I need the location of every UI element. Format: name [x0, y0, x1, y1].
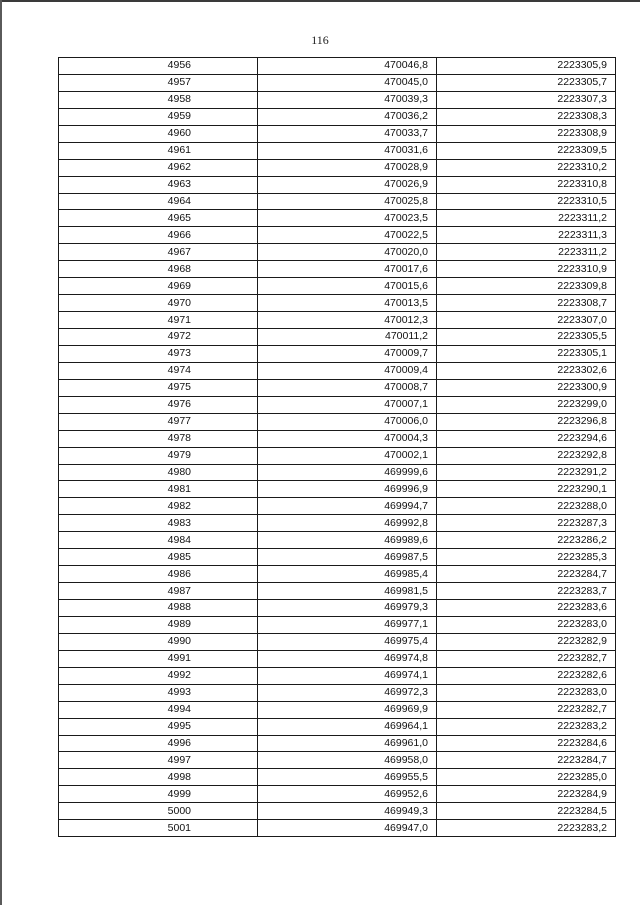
x-coordinate-cell: 469979,3: [258, 600, 437, 617]
y-coordinate-cell: 2223305,7: [437, 74, 616, 91]
y-coordinate-cell: 2223284,7: [437, 566, 616, 583]
coordinates-table: [58, 57, 616, 837]
x-coordinate-cell: 470045,0: [258, 74, 437, 91]
y-coordinate-cell: 2223308,3: [437, 108, 616, 125]
y-coordinate-cell: 2223283,2: [437, 718, 616, 735]
y-coordinate-cell: 2223283,2: [437, 820, 616, 837]
x-coordinate-cell: 469964,1: [258, 718, 437, 735]
point-number-cell: 4992: [59, 667, 258, 684]
table-row: [59, 566, 616, 583]
point-number-cell: 4965: [59, 210, 258, 227]
table-row: [59, 532, 616, 549]
table-row: [59, 176, 616, 193]
point-number-cell: 4987: [59, 583, 258, 600]
point-number-cell: 4986: [59, 566, 258, 583]
x-coordinate-cell: 470011,2: [258, 329, 437, 346]
table-row: [59, 718, 616, 735]
y-coordinate-cell: 2223291,2: [437, 464, 616, 481]
x-coordinate-cell: 469955,5: [258, 769, 437, 786]
table-row: [59, 684, 616, 701]
x-coordinate-cell: 470046,8: [258, 58, 437, 75]
y-coordinate-cell: 2223284,6: [437, 735, 616, 752]
x-coordinate-cell: 470009,7: [258, 345, 437, 362]
table-row: [59, 430, 616, 447]
x-coordinate-cell: 470006,0: [258, 413, 437, 430]
point-number-cell: 5000: [59, 803, 258, 820]
point-number-cell: 4974: [59, 362, 258, 379]
y-coordinate-cell: 2223307,3: [437, 91, 616, 108]
y-coordinate-cell: 2223308,9: [437, 125, 616, 142]
x-coordinate-cell: 469994,7: [258, 498, 437, 515]
y-coordinate-cell: 2223300,9: [437, 379, 616, 396]
x-coordinate-cell: 470009,4: [258, 362, 437, 379]
table-row: [59, 413, 616, 430]
y-coordinate-cell: 2223309,8: [437, 278, 616, 295]
point-number-cell: 4964: [59, 193, 258, 210]
table-row: [59, 329, 616, 346]
point-number-cell: 4970: [59, 295, 258, 312]
x-coordinate-cell: 469949,3: [258, 803, 437, 820]
point-number-cell: 4977: [59, 413, 258, 430]
y-coordinate-cell: 2223283,0: [437, 684, 616, 701]
y-coordinate-cell: 2223305,1: [437, 345, 616, 362]
point-number-cell: 4999: [59, 786, 258, 803]
y-coordinate-cell: 2223285,3: [437, 549, 616, 566]
table-row: [59, 108, 616, 125]
y-coordinate-cell: 2223309,5: [437, 142, 616, 159]
x-coordinate-cell: 470012,3: [258, 312, 437, 329]
table-row: [59, 278, 616, 295]
y-coordinate-cell: 2223299,0: [437, 396, 616, 413]
y-coordinate-cell: 2223305,9: [437, 58, 616, 75]
point-number-cell: 4976: [59, 396, 258, 413]
point-number-cell: 4995: [59, 718, 258, 735]
table-row: [59, 227, 616, 244]
point-number-cell: 4978: [59, 430, 258, 447]
table-row: [59, 786, 616, 803]
table-row: [59, 549, 616, 566]
y-coordinate-cell: 2223305,5: [437, 329, 616, 346]
table-row: [59, 74, 616, 91]
table-row: [59, 701, 616, 718]
x-coordinate-cell: 470026,9: [258, 176, 437, 193]
point-number-cell: 4983: [59, 515, 258, 532]
table-row: [59, 58, 616, 75]
y-coordinate-cell: 2223283,6: [437, 600, 616, 617]
point-number-cell: 4962: [59, 159, 258, 176]
table-row: [59, 295, 616, 312]
x-coordinate-cell: 470017,6: [258, 261, 437, 278]
point-number-cell: 4959: [59, 108, 258, 125]
x-coordinate-cell: 469981,5: [258, 583, 437, 600]
y-coordinate-cell: 2223285,0: [437, 769, 616, 786]
table-row: [59, 193, 616, 210]
table-row: [59, 312, 616, 329]
y-coordinate-cell: 2223283,0: [437, 616, 616, 633]
table-row: [59, 583, 616, 600]
x-coordinate-cell: 469989,6: [258, 532, 437, 549]
point-number-cell: 4982: [59, 498, 258, 515]
point-number-cell: 4968: [59, 261, 258, 278]
point-number-cell: 4997: [59, 752, 258, 769]
table-row: [59, 481, 616, 498]
table-row: [59, 667, 616, 684]
table-row: [59, 633, 616, 650]
point-number-cell: 4998: [59, 769, 258, 786]
table-row: [59, 91, 616, 108]
y-coordinate-cell: 2223282,7: [437, 650, 616, 667]
point-number-cell: 4991: [59, 650, 258, 667]
y-coordinate-cell: 2223292,8: [437, 447, 616, 464]
x-coordinate-cell: 470033,7: [258, 125, 437, 142]
page-number: 116: [311, 33, 329, 47]
point-number-cell: 5001: [59, 820, 258, 837]
point-number-cell: 4996: [59, 735, 258, 752]
point-number-cell: 4979: [59, 447, 258, 464]
point-number-cell: 4981: [59, 481, 258, 498]
y-coordinate-cell: 2223287,3: [437, 515, 616, 532]
page-edge-top: [0, 0, 640, 2]
point-number-cell: 4975: [59, 379, 258, 396]
page-edge-left: [0, 0, 2, 905]
y-coordinate-cell: 2223308,7: [437, 295, 616, 312]
y-coordinate-cell: 2223307,0: [437, 312, 616, 329]
y-coordinate-cell: 2223294,6: [437, 430, 616, 447]
x-coordinate-cell: 469972,3: [258, 684, 437, 701]
table-row: [59, 464, 616, 481]
x-coordinate-cell: 470023,5: [258, 210, 437, 227]
x-coordinate-cell: 470031,6: [258, 142, 437, 159]
y-coordinate-cell: 2223310,2: [437, 159, 616, 176]
y-coordinate-cell: 2223310,5: [437, 193, 616, 210]
y-coordinate-cell: 2223288,0: [437, 498, 616, 515]
table-row: [59, 616, 616, 633]
y-coordinate-cell: 2223302,6: [437, 362, 616, 379]
point-number-cell: 4988: [59, 600, 258, 617]
x-coordinate-cell: 470007,1: [258, 396, 437, 413]
point-number-cell: 4994: [59, 701, 258, 718]
x-coordinate-cell: 470002,1: [258, 447, 437, 464]
x-coordinate-cell: 469958,0: [258, 752, 437, 769]
x-coordinate-cell: 470022,5: [258, 227, 437, 244]
point-number-cell: 4961: [59, 142, 258, 159]
x-coordinate-cell: 469969,9: [258, 701, 437, 718]
point-number-cell: 4989: [59, 616, 258, 633]
point-number-cell: 4956: [59, 58, 258, 75]
y-coordinate-cell: 2223296,8: [437, 413, 616, 430]
point-number-cell: 4966: [59, 227, 258, 244]
point-number-cell: 4993: [59, 684, 258, 701]
point-number-cell: 4973: [59, 345, 258, 362]
point-number-cell: 4963: [59, 176, 258, 193]
table-row: [59, 125, 616, 142]
table-row: [59, 142, 616, 159]
table-row: [59, 261, 616, 278]
point-number-cell: 4984: [59, 532, 258, 549]
x-coordinate-cell: 470025,8: [258, 193, 437, 210]
table-row: [59, 447, 616, 464]
x-coordinate-cell: 469999,6: [258, 464, 437, 481]
table-row: [59, 210, 616, 227]
x-coordinate-cell: 469996,9: [258, 481, 437, 498]
x-coordinate-cell: 469977,1: [258, 616, 437, 633]
point-number-cell: 4969: [59, 278, 258, 295]
table-row: [59, 396, 616, 413]
coordinates-table-body: [59, 58, 616, 837]
point-number-cell: 4958: [59, 91, 258, 108]
y-coordinate-cell: 2223284,5: [437, 803, 616, 820]
y-coordinate-cell: 2223284,9: [437, 786, 616, 803]
y-coordinate-cell: 2223282,6: [437, 667, 616, 684]
x-coordinate-cell: 469947,0: [258, 820, 437, 837]
x-coordinate-cell: 470020,0: [258, 244, 437, 261]
x-coordinate-cell: 469952,6: [258, 786, 437, 803]
point-number-cell: 4971: [59, 312, 258, 329]
x-coordinate-cell: 469987,5: [258, 549, 437, 566]
y-coordinate-cell: 2223310,9: [437, 261, 616, 278]
point-number-cell: 4972: [59, 329, 258, 346]
point-number-cell: 4967: [59, 244, 258, 261]
x-coordinate-cell: 470004,3: [258, 430, 437, 447]
point-number-cell: 4985: [59, 549, 258, 566]
y-coordinate-cell: 2223290,1: [437, 481, 616, 498]
table-row: [59, 752, 616, 769]
x-coordinate-cell: 470036,2: [258, 108, 437, 125]
table-row: [59, 515, 616, 532]
y-coordinate-cell: 2223282,7: [437, 701, 616, 718]
table-row: [59, 498, 616, 515]
x-coordinate-cell: 470028,9: [258, 159, 437, 176]
table-row: [59, 650, 616, 667]
x-coordinate-cell: 470013,5: [258, 295, 437, 312]
table-row: [59, 345, 616, 362]
x-coordinate-cell: 469974,8: [258, 650, 437, 667]
table-row: [59, 600, 616, 617]
y-coordinate-cell: 2223283,7: [437, 583, 616, 600]
table-row: [59, 244, 616, 261]
table-row: [59, 820, 616, 837]
x-coordinate-cell: 470039,3: [258, 91, 437, 108]
table-row: [59, 362, 616, 379]
table-row: [59, 735, 616, 752]
x-coordinate-cell: 469985,4: [258, 566, 437, 583]
y-coordinate-cell: 2223310,8: [437, 176, 616, 193]
point-number-cell: 4990: [59, 633, 258, 650]
point-number-cell: 4957: [59, 74, 258, 91]
y-coordinate-cell: 2223282,9: [437, 633, 616, 650]
y-coordinate-cell: 2223311,2: [437, 244, 616, 261]
x-coordinate-cell: 469975,4: [258, 633, 437, 650]
x-coordinate-cell: 469974,1: [258, 667, 437, 684]
y-coordinate-cell: 2223284,7: [437, 752, 616, 769]
table-row: [59, 769, 616, 786]
x-coordinate-cell: 470015,6: [258, 278, 437, 295]
table-row: [59, 159, 616, 176]
table-row: [59, 803, 616, 820]
table-row: [59, 379, 616, 396]
y-coordinate-cell: 2223311,2: [437, 210, 616, 227]
x-coordinate-cell: 470008,7: [258, 379, 437, 396]
y-coordinate-cell: 2223311,3: [437, 227, 616, 244]
y-coordinate-cell: 2223286,2: [437, 532, 616, 549]
point-number-cell: 4980: [59, 464, 258, 481]
x-coordinate-cell: 469992,8: [258, 515, 437, 532]
point-number-cell: 4960: [59, 125, 258, 142]
x-coordinate-cell: 469961,0: [258, 735, 437, 752]
